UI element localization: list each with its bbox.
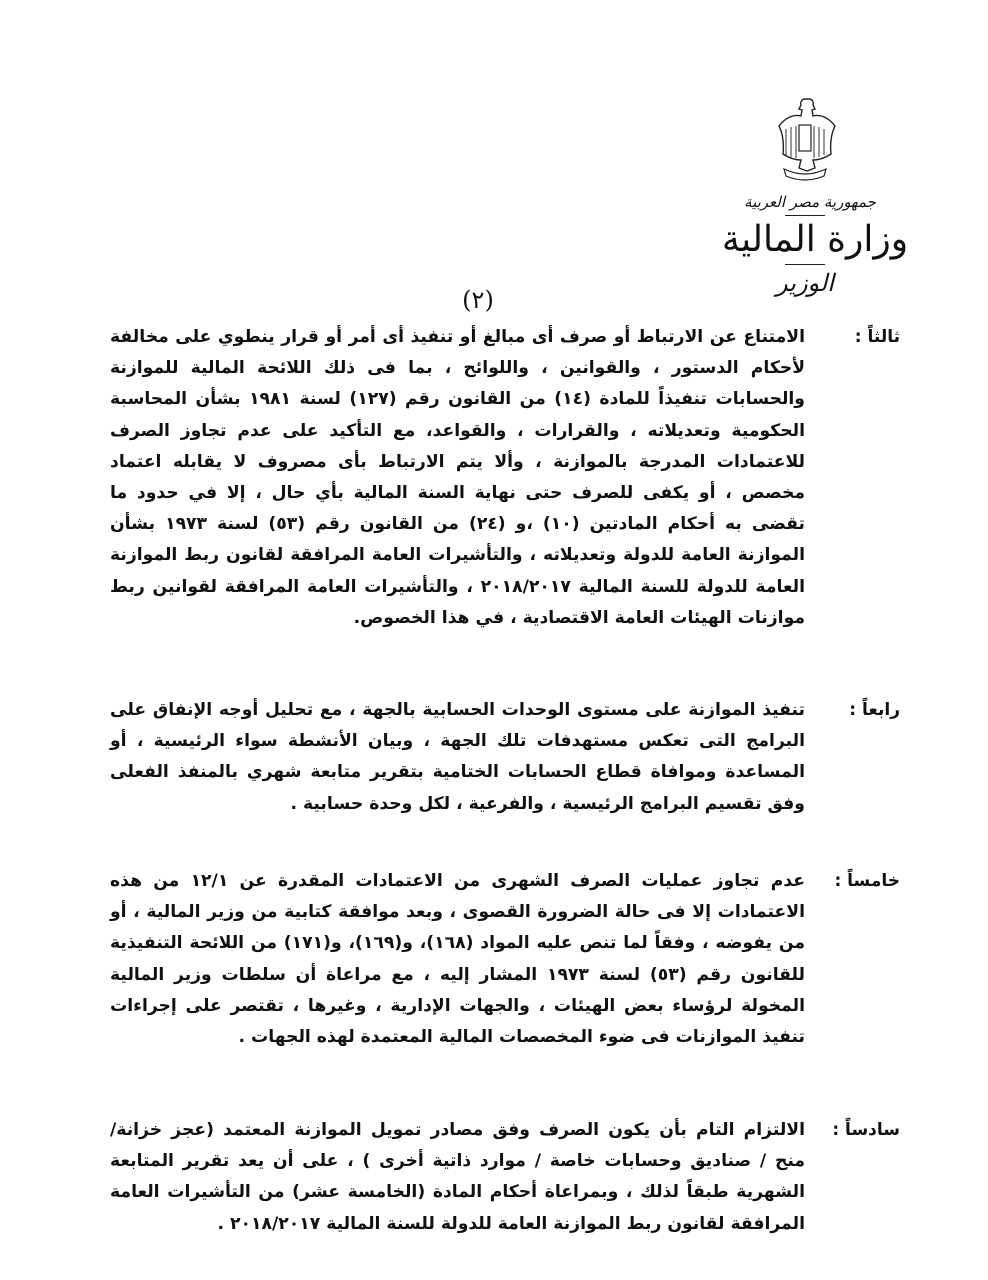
- clause-fifth: [110, 866, 900, 1053]
- clause-label: رابعاً :: [849, 700, 900, 720]
- clause-label: ثالثاً :: [854, 327, 900, 347]
- ministry-name: وزارة المالية: [721, 219, 909, 260]
- clause-fourth: [110, 695, 900, 820]
- clause-sixth: [110, 1115, 900, 1240]
- clause-text: الامتناع عن الارتباط أو صرف أى مبالغ أو تنفيذ أى أمر أو قرار ينطوي على مخالفة لأحكام الدستور ، والقوانين ، واللوائح ، بما فى ذلك اللائحة المالية للموازنة والحسابات تنفيذاً للمادة (١٤) من القانون رقم (١٢٧) لسنة ١٩٨١ بشأن المحاسبة الحكومية وتعديلاته ، والقرارات ، والقواعد، مع التأكيد على عدم تجاوز الصرف للاعتمادات المدرجة بالموازنة ، وألا يتم الارتباط بأى مصروف لا يقابله اعتماد مخصص ، أو يكفى للصرف حتى نهاية السنة المالية بأي حال ، إلا في حدود ما تقضى به أحكام المادتين (١٠) ،و (٢٤) من القانون رقم (٥٣) لسنة ١٩٧٣ بشأن الموازنة العامة للدولة وتعديلاته ، والتأشيرات العامة المرافقة لقانون ربط الموازنة العامة للدولة للسنة المالية ٢٠١٨/٢٠١٧ ، والتأشيرات العامة المرافقة لقوانين ربط موازنات الهيئات العامة الاقتصادية ، في هذا الخصوص.: [110, 327, 806, 628]
- clause-label: سادساً :: [832, 1120, 900, 1140]
- clause-label: خامساً :: [834, 871, 900, 891]
- divider: [785, 215, 825, 216]
- clause-text: عدم تجاوز عمليات الصرف الشهرى من الاعتمادات المقدرة عن ١٢/١ من هذه الاعتمادات إلا فى حالة الضرورة القصوى ، وبعد موافقة كتابية من وزير المالية ، أو من يفوضه ، وفقاً لما تنص عليه المواد (١٦٨)، و(١٦٩)، و(١٧١) من اللائحة التنفيذية للقانون رقم (٥٣) لسنة ١٩٧٣ المشار إليه ، مع مراعاة أن سلطات وزير المالية المخولة لرؤساء بعض الهيئات ، والجهات الإدارية ، وغيرها ، تقتصر على إجراءات تنفيذ الموازنات فى ضوء المخصصات المالية المعتمدة لهذه الجهات .: [110, 871, 805, 1048]
- clause-third: [110, 322, 900, 634]
- eagle-emblem-icon: [770, 95, 840, 187]
- clause-text: الالتزام التام بأن يكون الصرف وفق مصادر تمويل الموازنة المعتمد (عجز خزانة/ منح / صناديق وحسابات خاصة / موارد ذاتية أخرى ) ، على أن يعد تقرير المتابعة الشهرية طبقاً لذلك ، وبمراعاة أحكام المادة (الخامسة عشر) من التأشيرات العامة المرافقة لقانون ربط الموازنة العامة للدولة للسنة المالية ٢٠١٨/٢٠١٧ .: [110, 1120, 805, 1234]
- page-number: (٢): [462, 286, 494, 314]
- divider: [785, 264, 825, 265]
- office-title: الوزير: [776, 269, 834, 297]
- republic-name: جمهورية مصر العربية: [744, 193, 876, 211]
- letterhead: [720, 95, 909, 297]
- clause-text: تنفيذ الموازنة على مستوى الوحدات الحسابية بالجهة ، مع تحليل أوجه الإنفاق على البرامج التى تعكس مستهدفات تلك الجهة ، وبيان الأنشطة سواء الرئيسية ، أو المساعدة وموافاة قطاع الحسابات الختامية بتقرير متابعة شهري بالمنفذ الفعلى وفق تقسيم البرامج الرئيسية ، والفرعية ، لكل وحدة حسابية .: [110, 700, 805, 814]
